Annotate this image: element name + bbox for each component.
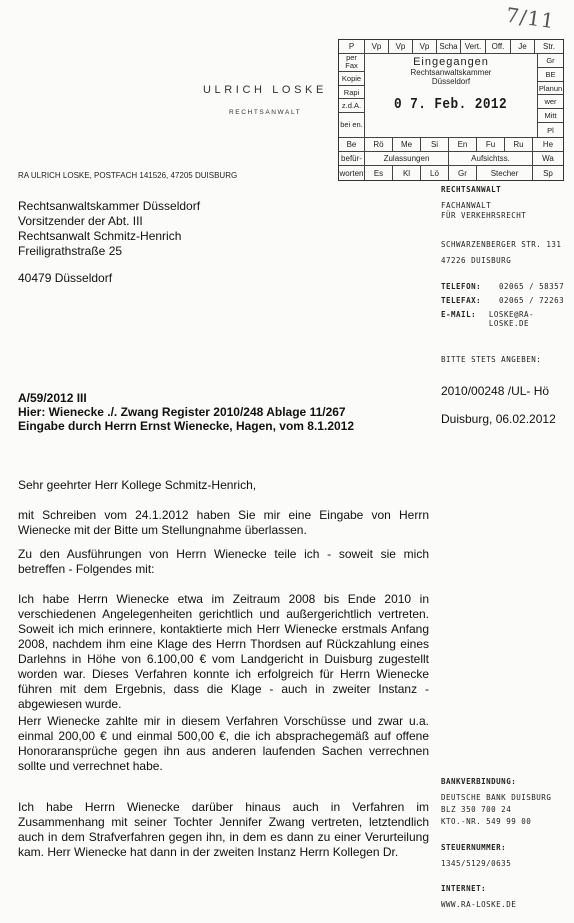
- handwritten-note: 7/11: [504, 2, 557, 34]
- paragraph: Zu den Ausführungen von Herrn Wienecke teile ich - soweit sie mich betreffen - Folgendes mit:: [18, 547, 429, 576]
- stamp-subtitle: Rechtsanwaltskammer: [410, 68, 492, 77]
- recipient-address: [18, 199, 200, 259]
- stamp-cell: worten: [339, 166, 365, 180]
- stamp-cell: Kl: [393, 166, 421, 180]
- sidebar-city: 47226 DUISBURG: [441, 256, 512, 265]
- stamp-cell: BE: [538, 68, 563, 82]
- stamp-cell: En: [449, 138, 477, 151]
- stamp-title: Eingegangen: [413, 56, 489, 68]
- stamp-cell: Scha: [437, 40, 461, 53]
- our-reference: 2010/00248 /UL- Hö: [441, 384, 550, 398]
- stamp-cell: Fu: [477, 138, 505, 151]
- stamp-cell: Pl: [547, 125, 554, 135]
- stamp-cell: He: [542, 140, 554, 149]
- paragraph: Ich habe Herrn Wienecke etwa im Zeitraum 2008 bis Ende 2010 in verschiedenen Angelegenheiten gerichtlich und außergerichtlich vertreten. Soweit ich mich erinnere, kontaktierte mich Herr Wienecke erstmals Anfang 2008, nachdem ihm eine Klage des Herrn Thordsen auf Rückzahlung eines Darlehns in Höhe von 6.100,00 € vom Landgericht in Duisburg zugestellt worden war. Dieses Verfahren konnte ich erfolgreich für Herrn Wienecke führen mit dem Ergebnis, dass die Klage - auch in zweiter Instanz - abgewiesen wurde.: [18, 592, 429, 711]
- fax-row: [441, 296, 564, 305]
- web-label: INTERNET:: [441, 884, 487, 893]
- stamp-cell: z.d.A.: [339, 99, 364, 113]
- stamp-cell: Mitt: [538, 109, 563, 123]
- bank-name: DEUTSCHE BANK DUISBURG: [441, 793, 552, 802]
- stamp-cell: Je: [511, 40, 535, 53]
- stamp-cell: befür-: [339, 152, 365, 165]
- tax-label: STEUERNUMMER:: [441, 843, 507, 852]
- email-row: [441, 310, 574, 328]
- paragraph: mit Schreiben vom 24.1.2012 haben Sie mir eine Eingabe von Herrn Wienecke mit der Bitte um Stellungnahme überlassen.: [18, 508, 429, 537]
- stamp-cell: Stecher: [477, 166, 533, 180]
- bank-account: KTO.-NR. 549 99 00: [441, 817, 532, 826]
- stamp-subtitle: Düsseldorf: [431, 77, 471, 86]
- paragraph: Herr Wienecke zahlte mir in diesem Verfahren Vorschüsse und zwar u.a. einmal 200,00 € und einmal 500,00 €, die ich absprachegemäß auf offene Honoraransprüche gegen ihn aus anderen laufenden Sachen verrechnen sollte und verrechnet habe.: [18, 714, 429, 773]
- stamp-cell: Aufsichtss.: [449, 152, 533, 165]
- stamp-cell: Gr: [449, 166, 477, 180]
- stamp-cell: Vp: [413, 40, 437, 53]
- address-line: Vorsitzender der Abt. III: [18, 214, 143, 228]
- fax-value: 02065 / 72263: [499, 296, 565, 305]
- stamp-date: 0 7. Feb. 2012: [394, 96, 508, 113]
- web-address: WWW.RA-LOSKE.DE: [441, 900, 517, 909]
- stamp-middle: [339, 54, 563, 138]
- salutation: Sehr geehrter Herr Kollege Schmitz-Henrich,: [18, 478, 257, 492]
- stamp-top-row: [339, 40, 563, 54]
- letter-date: Duisburg, 06.02.2012: [441, 412, 556, 426]
- stamp-cell: Rapi: [339, 86, 364, 100]
- stamp-cell: Kopie: [339, 72, 364, 86]
- stamp-row-d: [339, 166, 563, 180]
- email-value: LOSKE@RA-LOSKE.DE: [488, 310, 535, 328]
- phone-value: 02065 / 58357: [499, 282, 565, 291]
- stamp-cell: Gr: [538, 54, 563, 68]
- stamp-cell: Wa: [542, 154, 554, 163]
- letterhead-name: ULRICH LOSKE: [203, 84, 327, 96]
- phone-row: [441, 282, 564, 291]
- tax-number: 1345/5129/0635: [441, 859, 512, 868]
- stamp-cell: P: [339, 40, 365, 53]
- stamp-cell: bei en.: [340, 120, 363, 130]
- stamp-row-c: [339, 152, 563, 166]
- received-stamp: [338, 39, 564, 181]
- stamp-cell: Planun: [538, 82, 563, 96]
- address-line: Rechtsanwaltskammer Düsseldorf: [18, 199, 201, 213]
- stamp-cell: Off.: [486, 40, 511, 53]
- stamp-cell: Vp: [365, 40, 389, 53]
- stamp-cell: Rö: [365, 138, 393, 151]
- address-city: 40479 Düsseldorf: [18, 271, 113, 285]
- stamp-cell: Si: [421, 138, 449, 151]
- stamp-left-column: [339, 54, 365, 137]
- stamp-cell: Lö: [421, 166, 449, 180]
- bank-label: BANKVERBINDUNG:: [441, 777, 517, 786]
- stamp-cell: Str.: [542, 42, 555, 51]
- subject-line: Hier: Wienecke ./. Zwang Register 2010/248 Ablage 11/267: [18, 405, 346, 419]
- stamp-cell: Me: [393, 138, 421, 151]
- stamp-row-b: [339, 138, 563, 152]
- stamp-cell: Vert.: [461, 40, 486, 53]
- subject-line: A/59/2012 III: [18, 391, 87, 405]
- stamp-cell: Sp: [543, 168, 553, 178]
- sidebar-role: FACHANWALT: [441, 201, 492, 210]
- sidebar-role: RECHTSANWALT: [441, 185, 502, 194]
- letterhead-title: RECHTSANWALT: [229, 109, 302, 116]
- stamp-cell: wer: [538, 95, 563, 109]
- reference-hint: BITTE STETS ANGEBEN:: [441, 355, 542, 364]
- email-label: E-MAIL:: [441, 310, 477, 319]
- stamp-right-column: [537, 54, 563, 137]
- phone-label: TELEFON:: [441, 282, 482, 291]
- stamp-cell: Zulassungen: [365, 152, 449, 165]
- stamp-cell: Be: [339, 138, 365, 151]
- subject-block: [18, 391, 354, 433]
- paragraph: Ich habe Herrn Wienecke darüber hinaus auch in Verfahren im Zusammenhang mit seiner Tochter Jennifer Zwang vertreten, letztendlich auch in dem Strafverfahren gegen ihn, in dem es dann zu einer Verurteilung kam. Herr Wienecke hat dann in der zweiten Instanz Herrn Kollegen Dr.: [18, 800, 429, 859]
- bank-blz: BLZ 350 700 24: [441, 805, 512, 814]
- sidebar-role: FÜR VERKEHRSRECHT: [441, 211, 527, 220]
- address-line: Rechtsanwalt Schmitz-Henrich: [18, 229, 182, 243]
- stamp-cell: Es: [365, 166, 393, 180]
- stamp-cell: per Fax: [339, 54, 364, 72]
- sidebar-street: SCHWARZENBERGER STR. 131: [441, 240, 562, 249]
- stamp-center: [365, 54, 537, 137]
- sender-return-address: RA ULRICH LOSKE, POSTFACH 141526, 47205 DUISBURG: [18, 171, 238, 180]
- address-line: Freiligrathstraße 25: [18, 244, 123, 258]
- subject-line: Eingabe durch Herrn Ernst Wienecke, Hagen, vom 8.1.2012: [18, 419, 355, 433]
- stamp-cell: Vp: [389, 40, 413, 53]
- fax-label: TELEFAX:: [441, 296, 482, 305]
- stamp-cell: Ru: [505, 138, 533, 151]
